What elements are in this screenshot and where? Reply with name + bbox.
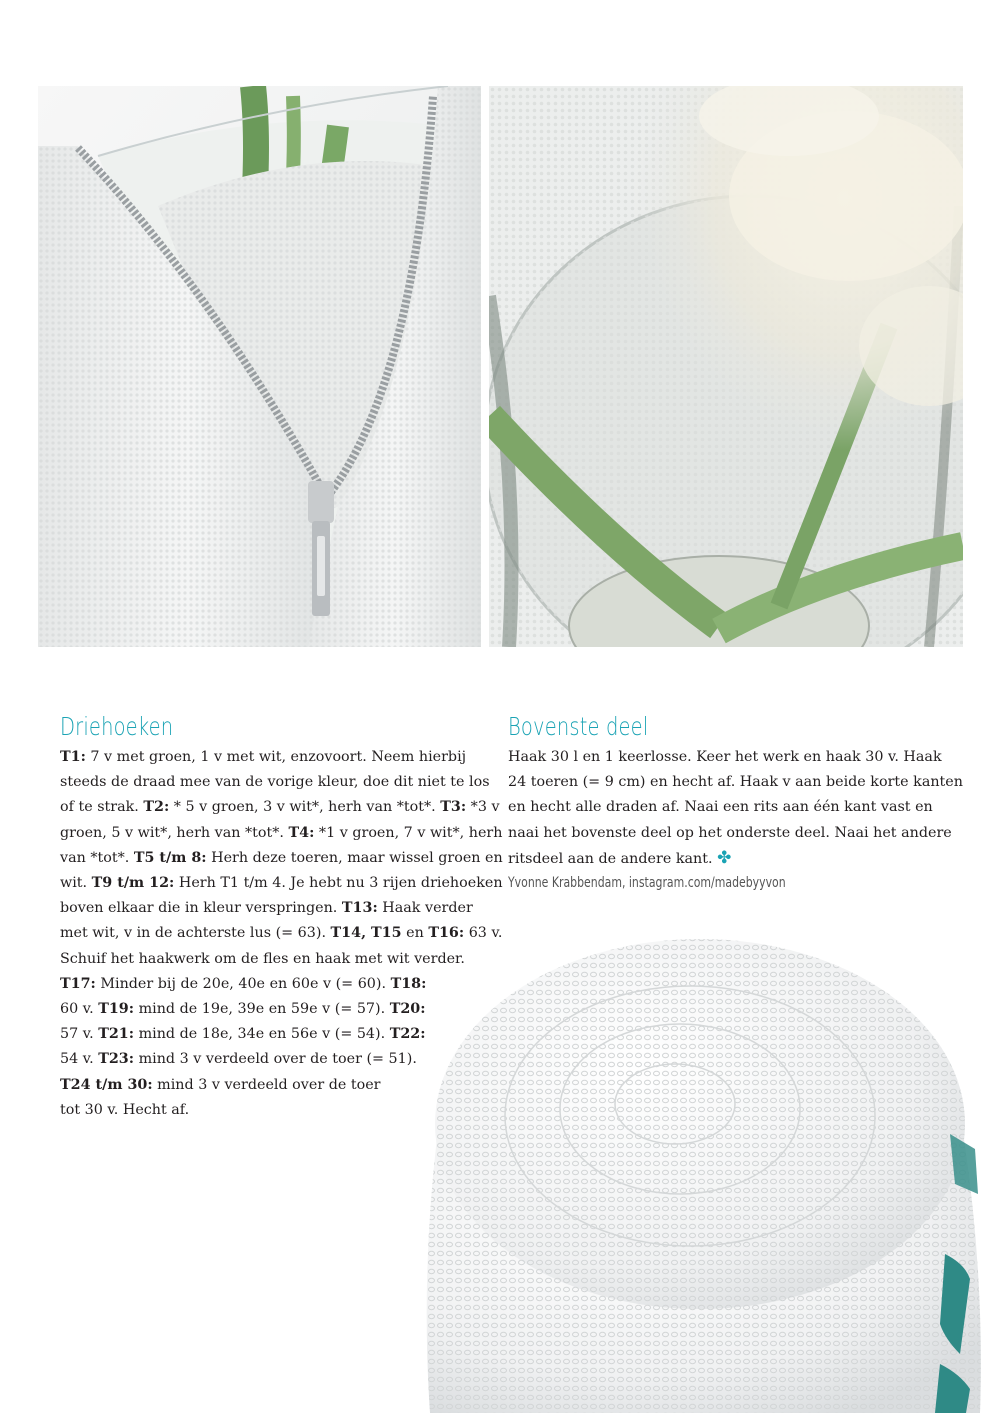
text-line: ritsdeel aan de andere kant. ✤ xyxy=(508,847,732,868)
heading-bovenste-deel: Bovenste deel xyxy=(508,712,649,741)
text-line: T1: 7 v met groen, 1 v met wit, enzovoort. Neem hierbij xyxy=(60,749,467,765)
photo-glass-top-view xyxy=(489,86,963,647)
text-line: van *tot*. T5 t/m 8: Herh deze toeren, maar wissel groen en xyxy=(60,849,503,866)
text-line: en hecht alle draden af. Naai een rits aan één kant vast en xyxy=(508,799,933,816)
text-line: steeds de draad mee van de vorige kleur, doe dit niet te los xyxy=(60,774,490,791)
clover-ornament-icon: ✤ xyxy=(717,847,732,868)
text-line: 24 toeren (= 9 cm) en hecht af. Haak v aan beide korte kanten xyxy=(508,774,963,791)
text-line: Haak 30 l en 1 keerlosse. Keer het werk en haak 30 v. Haak xyxy=(508,749,942,765)
designer-credit: Yvonne Krabbendam, instagram.com/madebyyvon xyxy=(508,875,786,891)
instructions-driehoeken xyxy=(60,745,503,1123)
text-line: wit. T9 t/m 12: Herh T1 t/m 4. Je hebt nu 3 rijen driehoeken xyxy=(60,875,503,892)
text-line: T17: Minder bij de 20e, 40e en 60e v (= 60). T18: xyxy=(60,975,427,992)
photo-zipper-cover xyxy=(38,86,481,647)
text-line: Schuif het haakwerk om de fles en haak met wit verder. xyxy=(60,950,465,967)
text-line: met wit, v in de achterste lus (= 63). T14, T15 en T16: 63 v. xyxy=(60,925,503,942)
text-line: T24 t/m 30: mind 3 v verdeeld over de toer xyxy=(60,1076,381,1093)
text-line: of te strak. T2: * 5 v groen, 3 v wit*, herh van *tot*. T3: *3 v xyxy=(60,799,500,816)
instructions-bovenste-deel xyxy=(508,745,963,872)
text-line: 60 v. T19: mind de 19e, 39e en 59e v (= 57). T20: xyxy=(60,1001,426,1018)
text-line: boven elkaar die in kleur verspringen. T13: Haak verder xyxy=(60,900,473,917)
text-line: 54 v. T23: mind 3 v verdeeld over de toer (= 51). xyxy=(60,1051,417,1068)
text-line: groen, 5 v wit*, herh van *tot*. T4: *1 v groen, 7 v wit*, herh xyxy=(60,824,503,841)
heading-driehoeken: Driehoeken xyxy=(60,712,174,741)
text-line: naai het bovenste deel op het onderste deel. Naai het andere xyxy=(508,824,952,841)
text-line: tot 30 v. Hecht af. xyxy=(60,1101,190,1118)
text-line: 57 v. T21: mind de 18e, 34e en 56e v (= 54). T22: xyxy=(60,1026,426,1043)
